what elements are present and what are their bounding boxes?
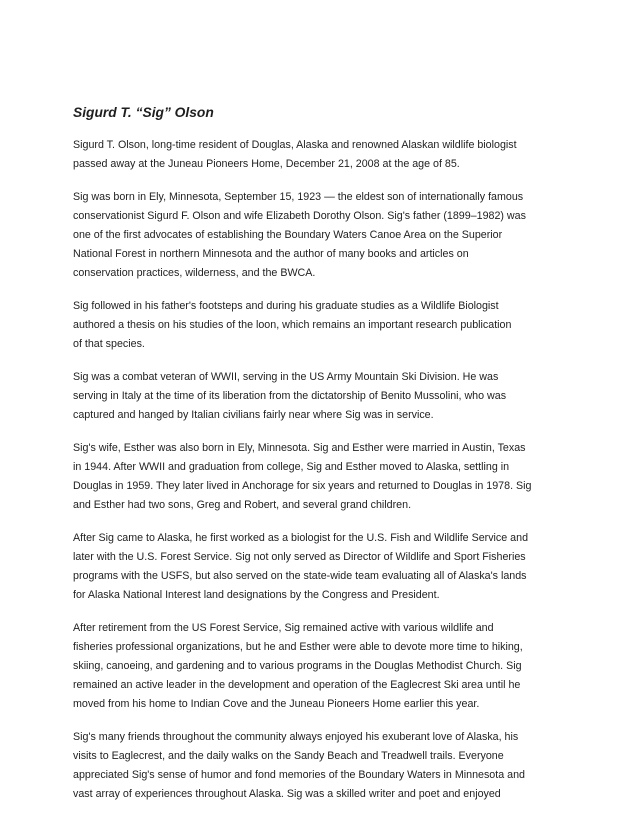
obituary-document — [73, 104, 551, 818]
text-line: Sig's many friends throughout the community always enjoyed his exuberant love of Alaska, his — [73, 731, 519, 743]
paragraph — [73, 529, 551, 605]
text-line: moved from his home to Indian Cove and the Juneau Pioneers Home earlier this year. — [73, 698, 480, 710]
paragraph — [73, 439, 551, 515]
text-line: Sig was born in Ely, Minnesota, September 15, 1923 — the eldest son of internationally famous — [73, 191, 524, 203]
text-line: passed away at the Juneau Pioneers Home, December 21, 2008 at the age of 85. — [73, 158, 460, 170]
paragraph — [73, 136, 551, 174]
text-line: visits to Eaglecrest, and the daily walks on the Sandy Beach and Treadwell trails. Everyone — [73, 750, 504, 762]
text-line: remained an active leader in the development and operation of the Eaglecrest Ski area until he — [73, 679, 521, 691]
text-line: captured and hanged by Italian civilians fairly near where Sig was in service. — [73, 409, 434, 421]
text-line: later with the U.S. Forest Service. Sig not only served as Director of Wildlife and Sport Fisheries — [73, 551, 526, 563]
text-line: skiing, canoeing, and gardening and to various programs in the Douglas Methodist Church. Sig — [73, 660, 522, 672]
text-line: authored a thesis on his studies of the loon, which remains an important research publication — [73, 319, 512, 331]
text-line: fisheries professional organizations, but he and Esther were able to devote more time to hiking, — [73, 641, 523, 653]
text-line: After retirement from the US Forest Service, Sig remained active with various wildlife and — [73, 622, 494, 634]
text-line: vast array of experiences throughout Alaska. Sig was a skilled writer and poet and enjoyed — [73, 788, 501, 800]
paragraph — [73, 368, 551, 425]
text-line: Sig followed in his father's footsteps and during his graduate studies as a Wildlife Biologist — [73, 300, 499, 312]
paragraph — [73, 728, 551, 804]
text-line: programs with the USFS, but also served on the state-wide team evaluating all of Alaska's lands — [73, 570, 527, 582]
text-line: of that species. — [73, 338, 145, 350]
text-line: serving in Italy at the time of its liberation from the dictatorship of Benito Mussolini, who was — [73, 390, 507, 402]
text-line: Sigurd T. Olson, long-time resident of Douglas, Alaska and renowned Alaskan wildlife biologist — [73, 139, 517, 151]
text-line: appreciated Sig's sense of humor and fond memories of the Boundary Waters in Minnesota and — [73, 769, 525, 781]
paragraph — [73, 188, 551, 283]
text-line: conservation practices, wilderness, and the BWCA. — [73, 267, 316, 279]
text-line: Douglas in 1959. They later lived in Anchorage for six years and returned to Douglas in 1978. Sig — [73, 480, 532, 492]
paragraph — [73, 297, 551, 354]
text-line: one of the first advocates of establishing the Boundary Waters Canoe Area on the Superior — [73, 229, 503, 241]
text-line: National Forest in northern Minnesota and the author of many books and articles on — [73, 248, 469, 260]
paragraph — [73, 619, 551, 714]
text-line: and Esther had two sons, Greg and Robert, and several grand children. — [73, 499, 412, 511]
text-line: conservationist Sigurd F. Olson and wife Elizabeth Dorothy Olson. Sig's father (1899–1982) was — [73, 210, 526, 222]
document-title: Sigurd T. “Sig” Olson — [73, 105, 214, 120]
text-line: in 1944. After WWII and graduation from college, Sig and Esther moved to Alaska, settling in — [73, 461, 510, 473]
text-line: for Alaska National Interest land designations by the Congress and President. — [73, 589, 440, 601]
text-line: Sig's wife, Esther was also born in Ely, Minnesota. Sig and Esther were married in Austin, Texas — [73, 442, 526, 454]
text-line: After Sig came to Alaska, he first worked as a biologist for the U.S. Fish and Wildlife Service and — [73, 532, 529, 544]
text-line: Sig was a combat veteran of WWII, serving in the US Army Mountain Ski Division. He was — [73, 371, 499, 383]
